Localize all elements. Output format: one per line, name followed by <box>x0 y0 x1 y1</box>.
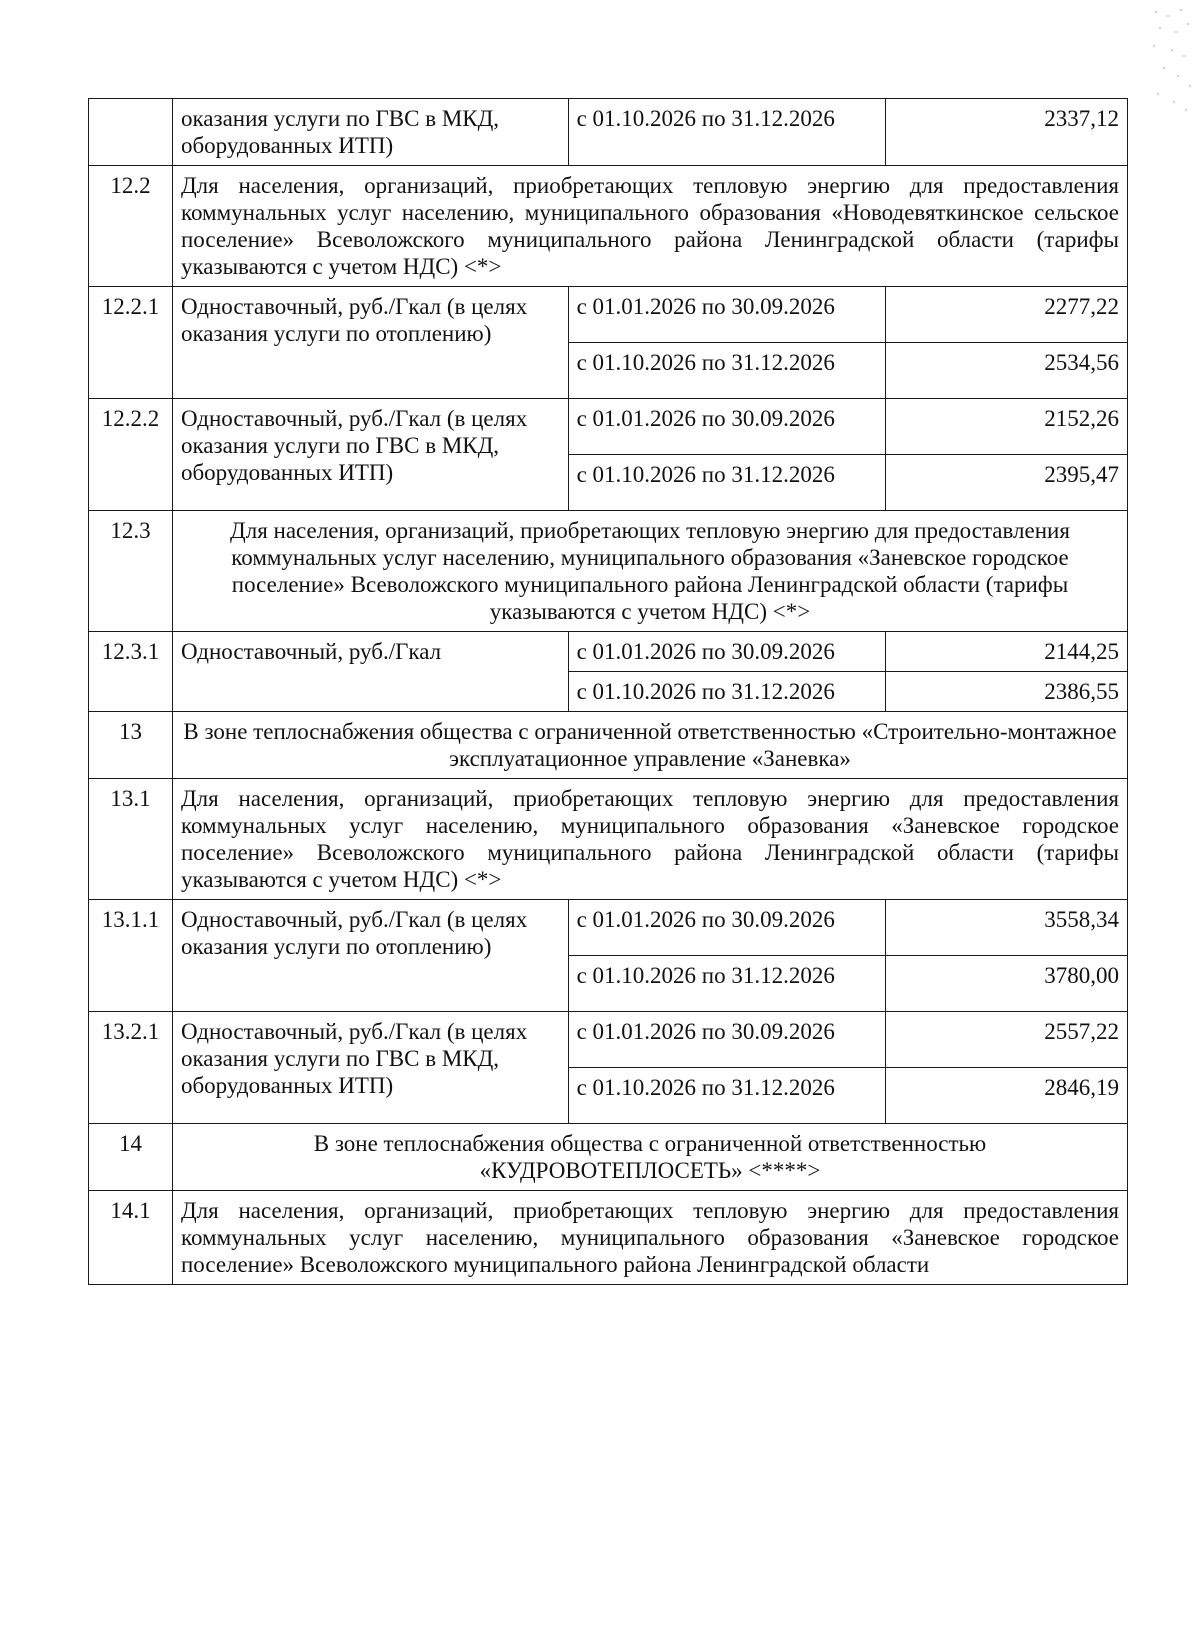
table-row <box>89 1124 1128 1191</box>
tariff-period: с 01.10.2026 по 31.12.2026 <box>568 672 886 712</box>
tariff-period: с 01.10.2026 по 31.12.2026 <box>568 455 886 511</box>
section-description: Для населения, организаций, приобретающих тепловую энергию для предоставления коммунальных услуг населению, муниципального образования «Заневское городское поселение» Всеволожского муниципального района Ленинградской области (тарифы указываются с учетом НДС) <*> <box>172 511 1127 632</box>
table-row <box>89 712 1128 779</box>
tariff-value: 2557,22 <box>886 1012 1128 1068</box>
row-number: 12.2.1 <box>89 287 173 399</box>
row-number: 12.3.1 <box>89 632 173 712</box>
section-description: Для населения, организаций, приобретающих тепловую энергию для предоставления коммунальных услуг населению, муниципального образования «Заневское городское поселение» Всеволожского муниципального района Ленинградской области (тарифы указываются с учетом НДС) <*> <box>172 779 1127 900</box>
tariff-description: Одноставочный, руб./Гкал (в целях оказания услуги по отоплению) <box>172 287 568 399</box>
table-row <box>89 900 1128 956</box>
tariff-value: 2152,26 <box>886 399 1128 455</box>
table-row <box>89 99 1128 166</box>
row-number: 12.2 <box>89 166 173 287</box>
tariff-period: с 01.01.2026 по 30.09.2026 <box>568 632 886 672</box>
tariff-value: 3558,34 <box>886 900 1128 956</box>
tariff-value: 2337,12 <box>886 99 1128 166</box>
section-description: Для населения, организаций, приобретающих тепловую энергию для предоставления коммунальных услуг населению, муниципального образования «Заневское городское поселение» Всеволожского муниципального района Ленинградской области <box>172 1191 1127 1285</box>
table-row <box>89 1191 1128 1285</box>
zone-heading: В зоне теплоснабжения общества с ограниченной ответственностью «КУДРОВОТЕПЛОСЕТЬ» <****> <box>172 1124 1127 1191</box>
tariff-period: с 01.10.2026 по 31.12.2026 <box>568 343 886 399</box>
tariff-table <box>88 98 1128 1285</box>
tariff-value: 2277,22 <box>886 287 1128 343</box>
tariff-period: с 01.01.2026 по 30.09.2026 <box>568 1012 886 1068</box>
table-row <box>89 166 1128 287</box>
row-number: 14.1 <box>89 1191 173 1285</box>
table-row <box>89 1012 1128 1068</box>
row-number: 13 <box>89 712 173 779</box>
tariff-period: с 01.01.2026 по 30.09.2026 <box>568 287 886 343</box>
table-row <box>89 632 1128 672</box>
tariff-period: с 01.10.2026 по 31.12.2026 <box>568 99 886 166</box>
tariff-value: 2534,56 <box>886 343 1128 399</box>
zone-heading: В зоне теплоснабжения общества с ограниченной ответственностью «Строительно-монтажное эксплуатационное управление «Заневка» <box>172 712 1127 779</box>
table-row <box>89 399 1128 455</box>
table-row <box>89 511 1128 632</box>
section-description: Для населения, организаций, приобретающих тепловую энергию для предоставления коммунальных услуг населению, муниципального образования «Новодевяткинское сельское поселение» Всеволожского муниципального района Ленинградской области (тарифы указываются с учетом НДС) <*> <box>172 166 1127 287</box>
tariff-description: Одноставочный, руб./Гкал (в целях оказания услуги по ГВС в МКД, оборудованных ИТП) <box>172 1012 568 1124</box>
row-number: 13.1.1 <box>89 900 173 1012</box>
tariff-value: 2395,47 <box>886 455 1128 511</box>
tariff-value: 3780,00 <box>886 956 1128 1012</box>
row-number: 12.3 <box>89 511 173 632</box>
row-number: 14 <box>89 1124 173 1191</box>
tariff-value: 2386,55 <box>886 672 1128 712</box>
tariff-description: Одноставочный, руб./Гкал (в целях оказания услуги по отоплению) <box>172 900 568 1012</box>
table-row <box>89 287 1128 343</box>
tariff-value: 2144,25 <box>886 632 1128 672</box>
tariff-period: с 01.10.2026 по 31.12.2026 <box>568 956 886 1012</box>
row-number <box>89 99 173 166</box>
table-row <box>89 779 1128 900</box>
scan-noise <box>1148 6 1194 116</box>
tariff-description: оказания услуги по ГВС в МКД, оборудованных ИТП) <box>172 99 568 166</box>
tariff-value: 2846,19 <box>886 1068 1128 1124</box>
tariff-period: с 01.01.2026 по 30.09.2026 <box>568 900 886 956</box>
row-number: 13.1 <box>89 779 173 900</box>
tariff-period: с 01.10.2026 по 31.12.2026 <box>568 1068 886 1124</box>
tariff-description: Одноставочный, руб./Гкал <box>172 632 568 712</box>
tariff-description: Одноставочный, руб./Гкал (в целях оказания услуги по ГВС в МКД, оборудованных ИТП) <box>172 399 568 511</box>
tariff-period: с 01.01.2026 по 30.09.2026 <box>568 399 886 455</box>
row-number: 12.2.2 <box>89 399 173 511</box>
row-number: 13.2.1 <box>89 1012 173 1124</box>
